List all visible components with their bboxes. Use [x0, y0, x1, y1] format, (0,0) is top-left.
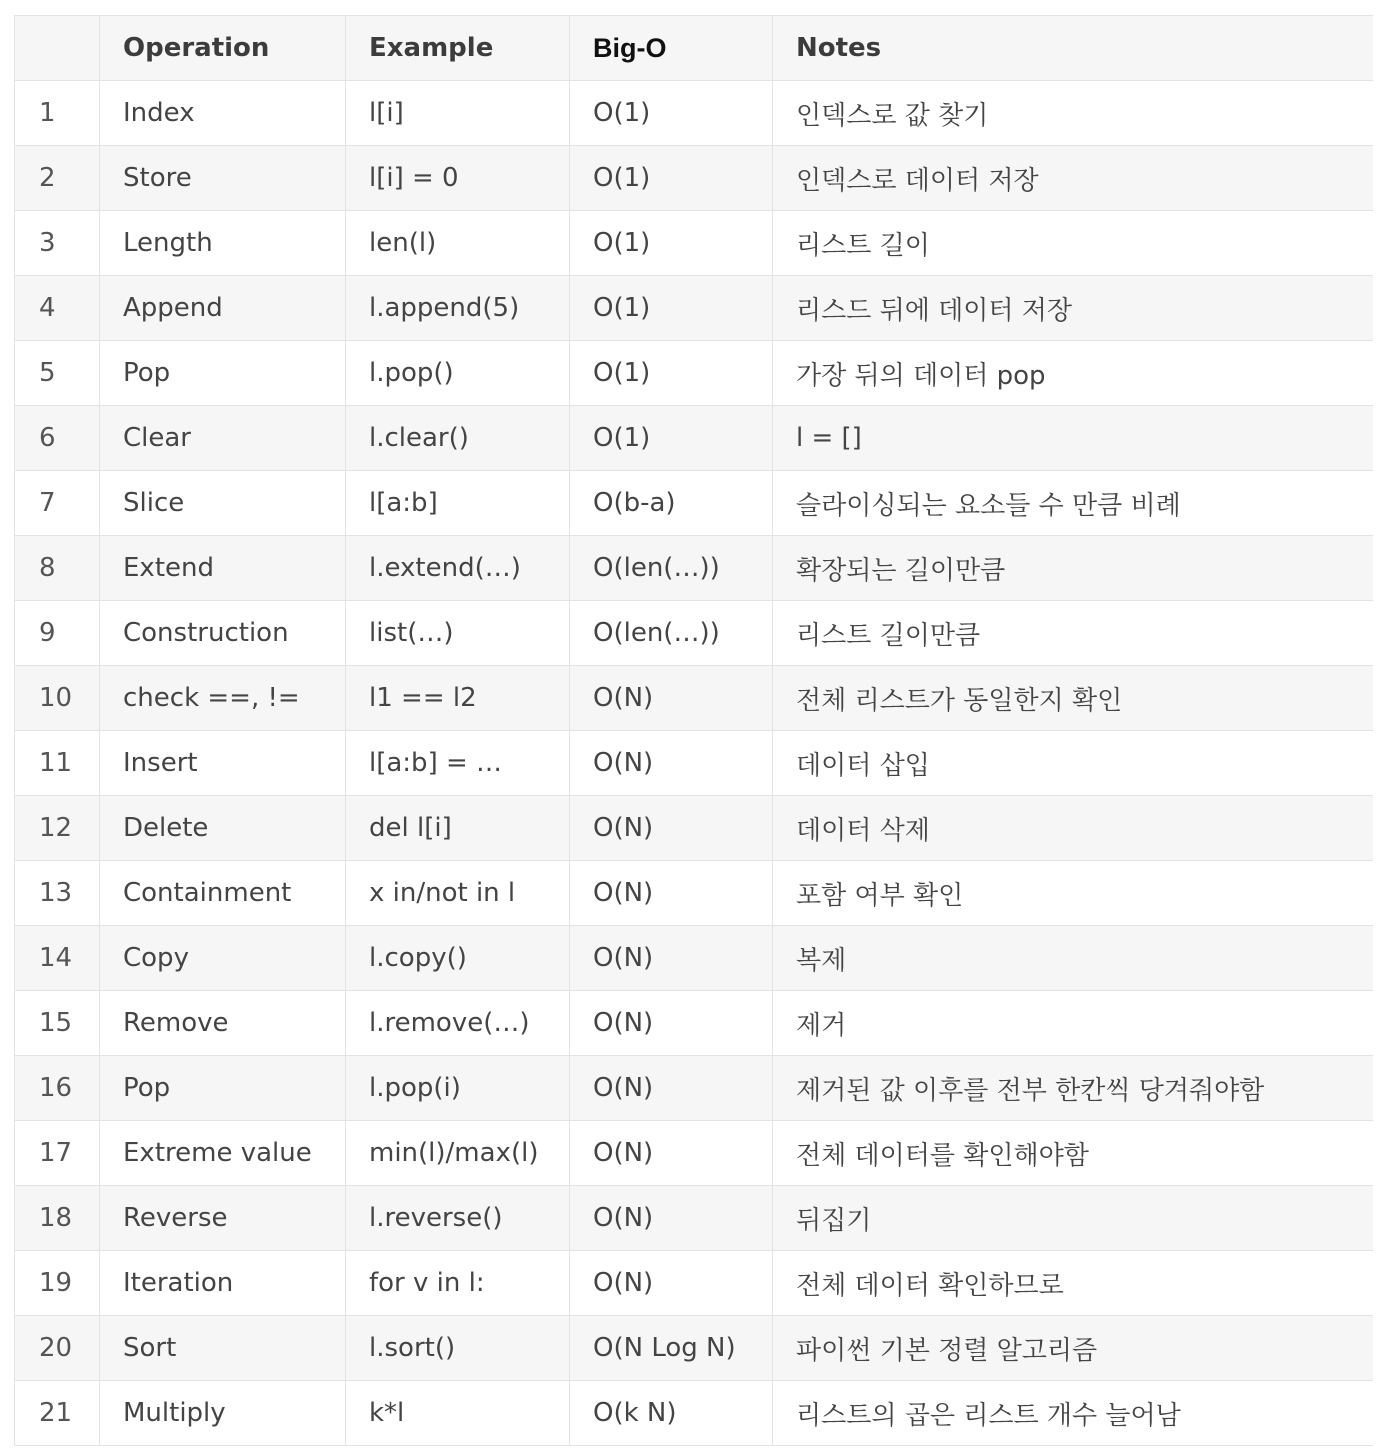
header-big-o: Big-O — [570, 16, 773, 81]
cell-example: k*l — [346, 1381, 570, 1446]
cell-big-o: O(len(…)) — [570, 601, 773, 666]
table-row — [15, 991, 1373, 1056]
complexity-table — [14, 15, 1373, 1446]
header-notes: Notes — [773, 16, 1373, 81]
cell-big-o: O(k N) — [570, 1381, 773, 1446]
cell-example: l[a:b] = … — [346, 731, 570, 796]
cell-example: l1 == l2 — [346, 666, 570, 731]
table-row — [15, 536, 1373, 601]
cell-index: 12 — [15, 796, 100, 861]
cell-example: l[a:b] — [346, 471, 570, 536]
table-row — [15, 211, 1373, 276]
cell-index: 16 — [15, 1056, 100, 1121]
cell-notes: 제거된 값 이후를 전부 한칸씩 당겨줘야함 — [773, 1056, 1373, 1121]
cell-index: 18 — [15, 1186, 100, 1251]
cell-notes: 파이썬 기본 정렬 알고리즘 — [773, 1316, 1373, 1381]
cell-operation: Reverse — [100, 1186, 346, 1251]
cell-notes: 전체 데이터를 확인해야함 — [773, 1121, 1373, 1186]
cell-index: 11 — [15, 731, 100, 796]
table-row — [15, 341, 1373, 406]
cell-operation: Length — [100, 211, 346, 276]
cell-index: 19 — [15, 1251, 100, 1316]
cell-operation: Construction — [100, 601, 346, 666]
complexity-table-container — [14, 15, 1372, 1446]
cell-example: l.pop(i) — [346, 1056, 570, 1121]
cell-operation: Extend — [100, 536, 346, 601]
cell-index: 6 — [15, 406, 100, 471]
cell-example: l[i] = 0 — [346, 146, 570, 211]
cell-operation: Pop — [100, 341, 346, 406]
cell-index: 15 — [15, 991, 100, 1056]
cell-example: l.append(5) — [346, 276, 570, 341]
table-row — [15, 1316, 1373, 1381]
table-row — [15, 276, 1373, 341]
cell-example: x in/not in l — [346, 861, 570, 926]
cell-example: l.clear() — [346, 406, 570, 471]
cell-example: l.copy() — [346, 926, 570, 991]
cell-operation: Clear — [100, 406, 346, 471]
table-row — [15, 1251, 1373, 1316]
cell-example: l.reverse() — [346, 1186, 570, 1251]
cell-big-o: O(N) — [570, 666, 773, 731]
cell-big-o: O(N) — [570, 861, 773, 926]
cell-operation: Slice — [100, 471, 346, 536]
cell-notes: 전체 리스트가 동일한지 확인 — [773, 666, 1373, 731]
cell-operation: Delete — [100, 796, 346, 861]
table-row — [15, 926, 1373, 991]
cell-example: min(l)/max(l) — [346, 1121, 570, 1186]
cell-notes: 포함 여부 확인 — [773, 861, 1373, 926]
cell-example: l.pop() — [346, 341, 570, 406]
cell-big-o: O(N) — [570, 1121, 773, 1186]
cell-notes: 인덱스로 데이터 저장 — [773, 146, 1373, 211]
cell-big-o: O(N Log N) — [570, 1316, 773, 1381]
cell-example: l.extend(…) — [346, 536, 570, 601]
cell-notes: 인덱스로 값 찾기 — [773, 81, 1373, 146]
cell-operation: Store — [100, 146, 346, 211]
cell-index: 14 — [15, 926, 100, 991]
cell-notes: 전체 데이터 확인하므로 — [773, 1251, 1373, 1316]
cell-example: for v in l: — [346, 1251, 570, 1316]
cell-operation: Remove — [100, 991, 346, 1056]
table-row — [15, 146, 1373, 211]
cell-index: 2 — [15, 146, 100, 211]
cell-big-o: O(b-a) — [570, 471, 773, 536]
cell-example: list(…) — [346, 601, 570, 666]
cell-index: 17 — [15, 1121, 100, 1186]
cell-index: 9 — [15, 601, 100, 666]
cell-big-o: O(1) — [570, 81, 773, 146]
cell-index: 4 — [15, 276, 100, 341]
cell-notes: 리스트의 곱은 리스트 개수 늘어남 — [773, 1381, 1373, 1446]
table-row — [15, 471, 1373, 536]
cell-example: l.remove(…) — [346, 991, 570, 1056]
cell-operation: Pop — [100, 1056, 346, 1121]
cell-operation: Iteration — [100, 1251, 346, 1316]
cell-big-o: O(N) — [570, 991, 773, 1056]
cell-notes: 리스드 뒤에 데이터 저장 — [773, 276, 1373, 341]
cell-notes: l = [] — [773, 406, 1373, 471]
cell-big-o: O(N) — [570, 1251, 773, 1316]
cell-operation: Index — [100, 81, 346, 146]
cell-index: 7 — [15, 471, 100, 536]
cell-index: 10 — [15, 666, 100, 731]
cell-big-o: O(1) — [570, 211, 773, 276]
cell-index: 13 — [15, 861, 100, 926]
table-row — [15, 666, 1373, 731]
cell-notes: 리스트 길이 — [773, 211, 1373, 276]
cell-big-o: O(1) — [570, 341, 773, 406]
cell-big-o: O(1) — [570, 406, 773, 471]
table-row — [15, 796, 1373, 861]
cell-example: l.sort() — [346, 1316, 570, 1381]
table-row — [15, 81, 1373, 146]
cell-operation: Append — [100, 276, 346, 341]
cell-operation: Insert — [100, 731, 346, 796]
cell-operation: Containment — [100, 861, 346, 926]
table-row — [15, 1121, 1373, 1186]
cell-index: 21 — [15, 1381, 100, 1446]
cell-index: 8 — [15, 536, 100, 601]
table-row — [15, 601, 1373, 666]
table-header-row — [15, 16, 1373, 81]
cell-big-o: O(N) — [570, 1056, 773, 1121]
cell-index: 1 — [15, 81, 100, 146]
table-row — [15, 861, 1373, 926]
cell-big-o: O(N) — [570, 796, 773, 861]
table-row — [15, 1381, 1373, 1446]
cell-big-o: O(1) — [570, 146, 773, 211]
cell-big-o: O(len(…)) — [570, 536, 773, 601]
table-row — [15, 406, 1373, 471]
cell-notes: 슬라이싱되는 요소들 수 만큼 비례 — [773, 471, 1373, 536]
cell-index: 20 — [15, 1316, 100, 1381]
cell-notes: 가장 뒤의 데이터 pop — [773, 341, 1373, 406]
cell-index: 3 — [15, 211, 100, 276]
cell-big-o: O(N) — [570, 926, 773, 991]
table-row — [15, 731, 1373, 796]
cell-big-o: O(N) — [570, 731, 773, 796]
header-example: Example — [346, 16, 570, 81]
cell-example: del l[i] — [346, 796, 570, 861]
cell-operation: Copy — [100, 926, 346, 991]
table-row — [15, 1186, 1373, 1251]
header-index — [15, 16, 100, 81]
cell-notes: 데이터 삭제 — [773, 796, 1373, 861]
cell-operation: Extreme value — [100, 1121, 346, 1186]
cell-example: l[i] — [346, 81, 570, 146]
header-operation: Operation — [100, 16, 346, 81]
cell-big-o: O(N) — [570, 1186, 773, 1251]
cell-notes: 데이터 삽입 — [773, 731, 1373, 796]
cell-notes: 확장되는 길이만큼 — [773, 536, 1373, 601]
cell-operation: Sort — [100, 1316, 346, 1381]
cell-example: len(l) — [346, 211, 570, 276]
cell-index: 5 — [15, 341, 100, 406]
cell-notes: 리스트 길이만큼 — [773, 601, 1373, 666]
cell-notes: 복제 — [773, 926, 1373, 991]
table-body — [15, 81, 1373, 1446]
cell-notes: 제거 — [773, 991, 1373, 1056]
cell-operation: check ==, != — [100, 666, 346, 731]
cell-notes: 뒤집기 — [773, 1186, 1373, 1251]
table-row — [15, 1056, 1373, 1121]
cell-big-o: O(1) — [570, 276, 773, 341]
cell-operation: Multiply — [100, 1381, 346, 1446]
